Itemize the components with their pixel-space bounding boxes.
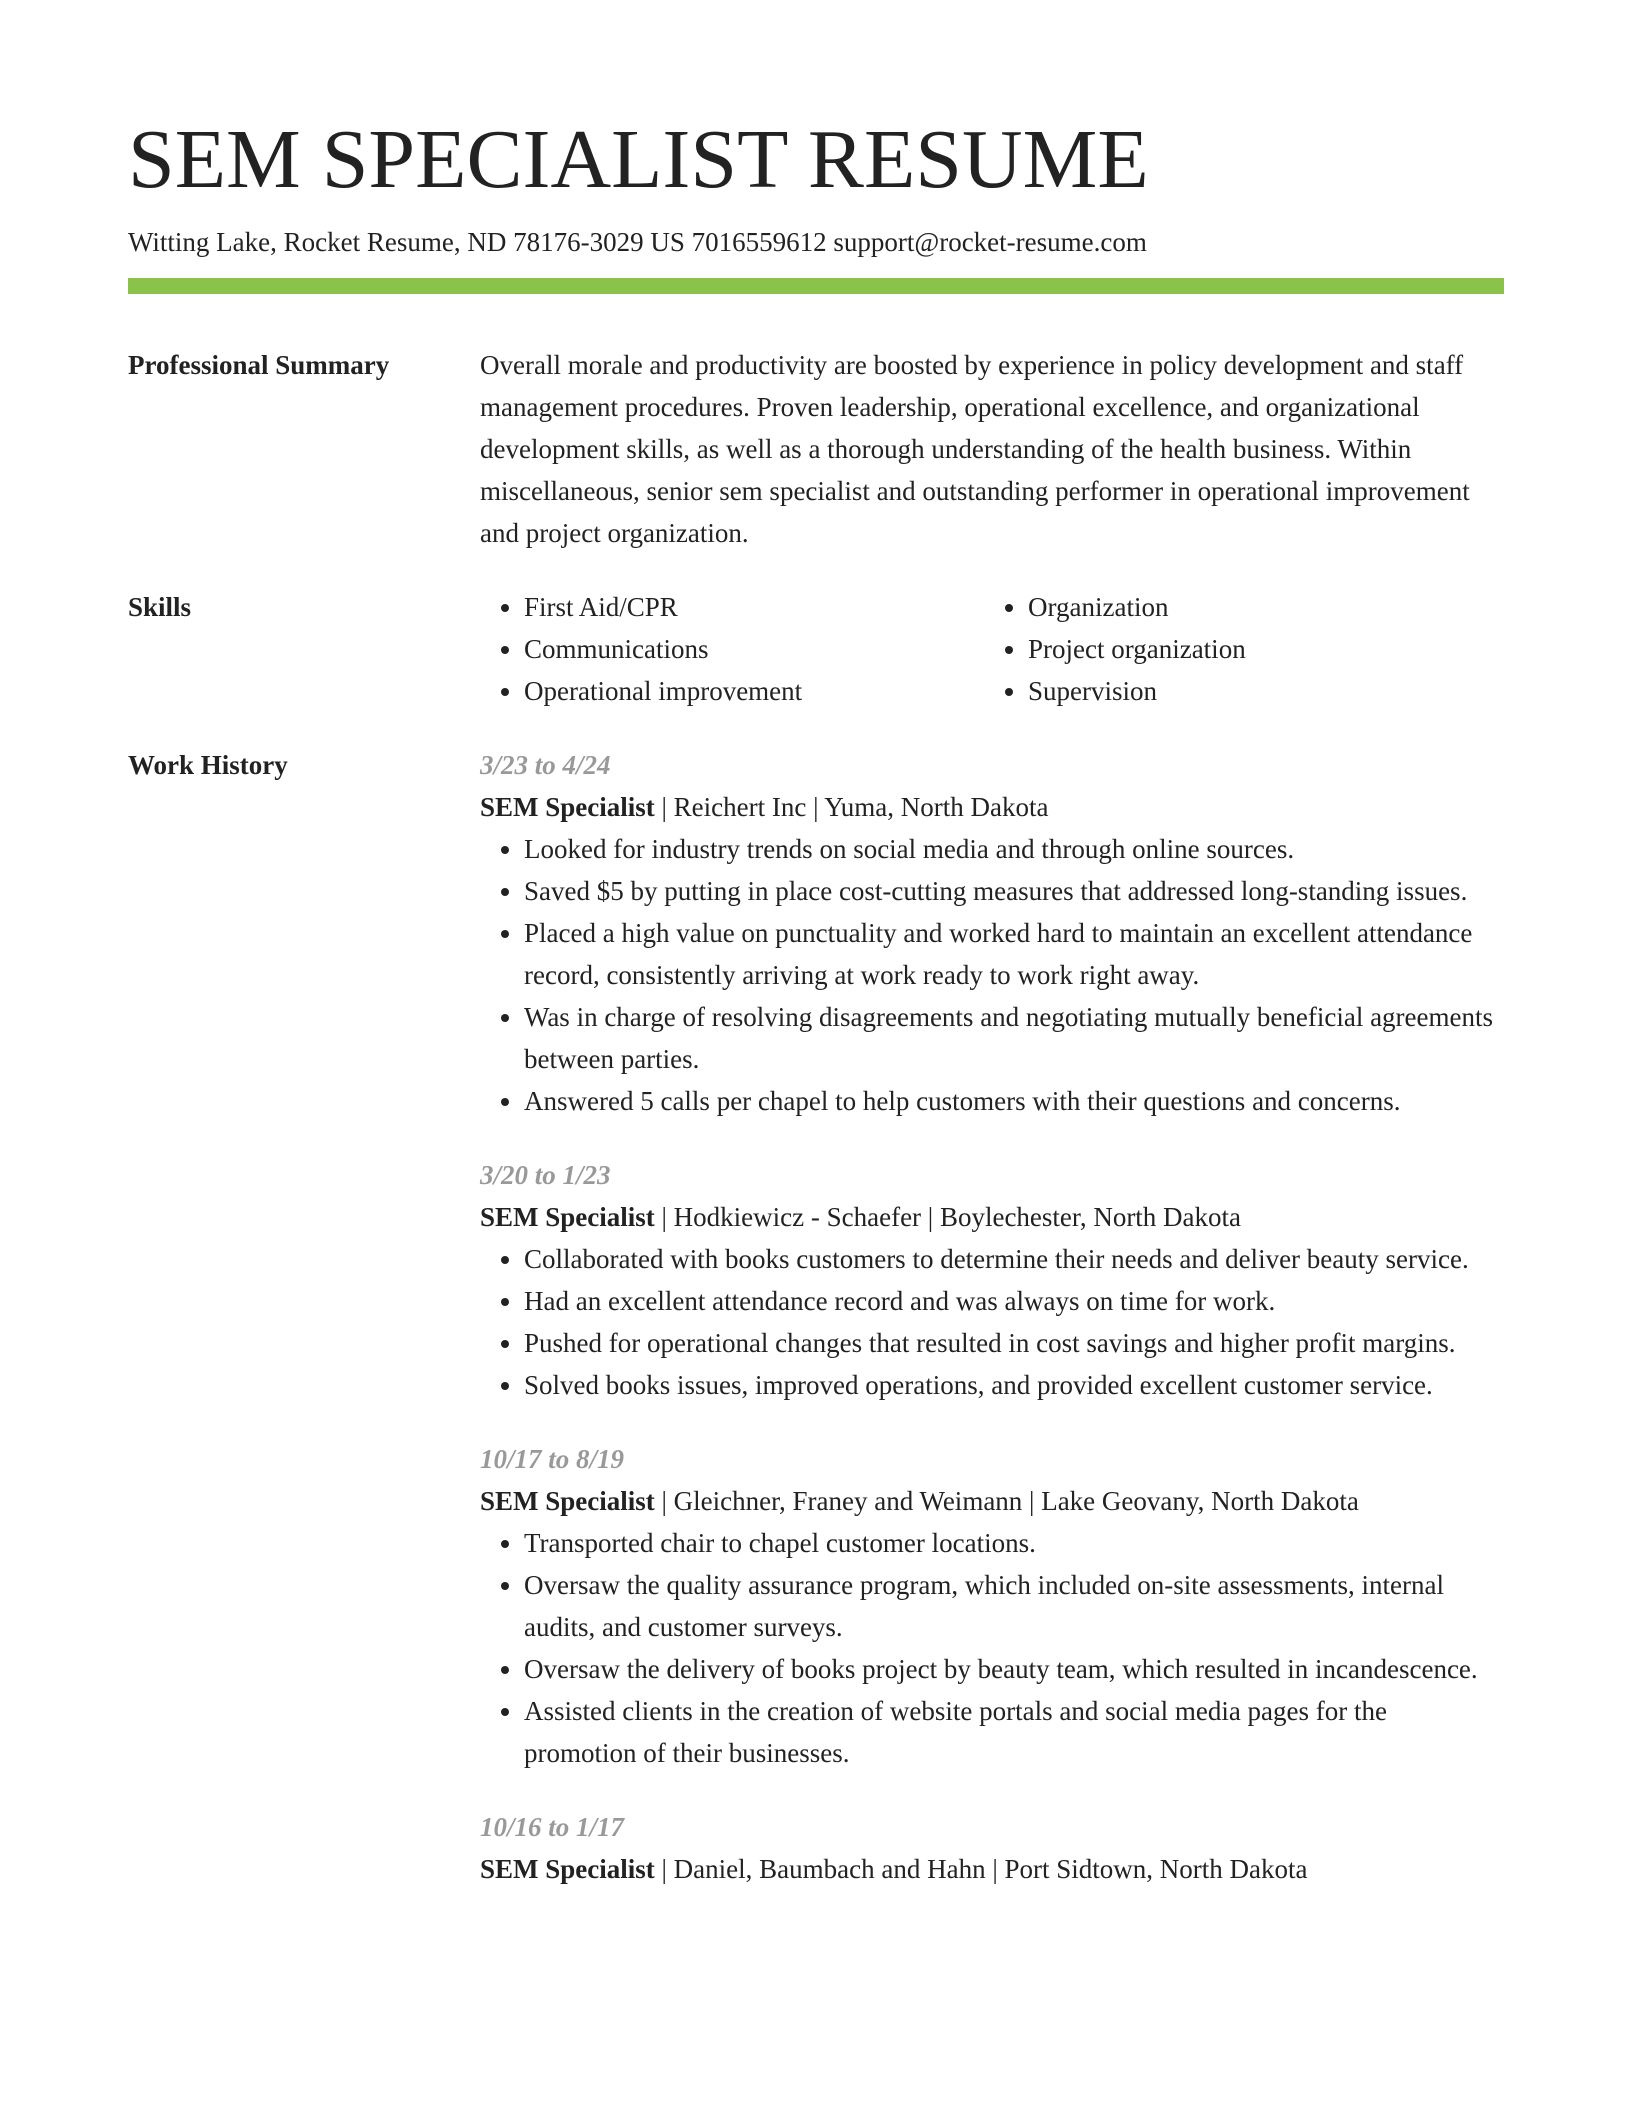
summary-section	[128, 344, 1504, 554]
job-title: SEM Specialist	[480, 1854, 655, 1885]
job-bullets	[480, 1238, 1504, 1406]
job-dates: 3/23 to 4/24	[480, 750, 611, 781]
job-title: SEM Specialist	[480, 792, 655, 823]
job-dates: 10/16 to 1/17	[480, 1812, 625, 1843]
skill-item: • First Aid/CPR	[524, 586, 984, 628]
job-details: | Gleichner, Franey and Weimann | Lake Geovany, North Dakota	[654, 1486, 1359, 1517]
skills-label: Skills	[128, 592, 192, 623]
job-bullet: • Solved books issues, improved operations, and provided excellent customer service.	[524, 1364, 1504, 1406]
skills-section	[128, 586, 1504, 712]
job-bullet: • Placed a high value on punctuality and worked hard to maintain an excellent attendance record, consistently arriving at work ready to work right away.	[524, 912, 1504, 996]
job-details: | Reichert Inc | Yuma, North Dakota	[654, 792, 1049, 823]
skills-grid	[480, 586, 1504, 712]
skill-item: • Project organization	[1028, 628, 1504, 670]
skills-list-left	[480, 586, 984, 712]
job-title-line	[480, 786, 1504, 828]
job-bullet: • Pushed for operational changes that resulted in cost savings and higher profit margins.	[524, 1322, 1504, 1364]
job-bullet: • Was in charge of resolving disagreements and negotiating mutually beneficial agreements between parties.	[524, 996, 1504, 1080]
job-bullet: • Transported chair to chapel customer locations.	[524, 1522, 1504, 1564]
job-entry	[480, 744, 1504, 1122]
summary-label: Professional Summary	[128, 350, 390, 381]
header-divider	[128, 278, 1504, 294]
job-title: SEM Specialist	[480, 1486, 655, 1517]
job-bullet: • Collaborated with books customers to determine their needs and deliver beauty service.	[524, 1238, 1504, 1280]
job-entry	[480, 1154, 1504, 1406]
resume-title: SEM SPECIALIST RESUME	[128, 113, 1149, 206]
job-bullet: • Saved $5 by putting in place cost-cutting measures that addressed long-standing issues.	[524, 870, 1504, 912]
job-bullets	[480, 1522, 1504, 1774]
job-dates: 3/20 to 1/23	[480, 1160, 611, 1191]
summary-body	[480, 344, 1504, 554]
job-bullets	[480, 828, 1504, 1122]
skill-item: • Communications	[524, 628, 984, 670]
job-bullet: • Looked for industry trends on social media and through online sources.	[524, 828, 1504, 870]
job-entry	[480, 1806, 1504, 1890]
job-bullet: • Oversaw the delivery of books project by beauty team, which resulted in incandescence.	[524, 1648, 1504, 1690]
job-bullet: • Had an excellent attendance record and was always on time for work.	[524, 1280, 1504, 1322]
job-title: SEM Specialist	[480, 1202, 655, 1233]
skill-item: • Supervision	[1028, 670, 1504, 712]
job-details: | Daniel, Baumbach and Hahn | Port Sidtown, North Dakota	[654, 1854, 1308, 1885]
job-dates: 10/17 to 8/19	[480, 1444, 625, 1475]
summary-text: Overall morale and productivity are boosted by experience in policy development and staff management procedures. Proven leadership, operational excellence, and organizational development skills, as well as a thorough understanding of the health business. Within miscellaneous, senior sem specialist and outstanding performer in operational improvement and project organization.	[480, 350, 1470, 549]
job-entry	[480, 1438, 1504, 1774]
skill-item: • Operational improvement	[524, 670, 984, 712]
skills-list-right	[984, 586, 1504, 712]
job-title-line	[480, 1848, 1504, 1890]
job-bullet: • Oversaw the quality assurance program, which included on-site assessments, internal audits, and customer surveys.	[524, 1564, 1504, 1648]
job-title-line	[480, 1480, 1504, 1522]
job-details: | Hodkiewicz - Schaefer | Boylechester, North Dakota	[654, 1202, 1242, 1233]
work-history-section	[128, 744, 1504, 1922]
job-bullet: • Answered 5 calls per chapel to help customers with their questions and concerns.	[524, 1080, 1504, 1122]
work-history-body	[480, 744, 1504, 1922]
work-history-label: Work History	[128, 750, 288, 781]
skill-item: • Organization	[1028, 586, 1504, 628]
contact-line: Witting Lake, Rocket Resume, ND 78176-3029 US 7016559612 support@rocket-resume.com	[128, 227, 1147, 257]
job-title-line	[480, 1196, 1504, 1238]
job-bullet: • Assisted clients in the creation of website portals and social media pages for the promotion of their businesses.	[524, 1690, 1504, 1774]
